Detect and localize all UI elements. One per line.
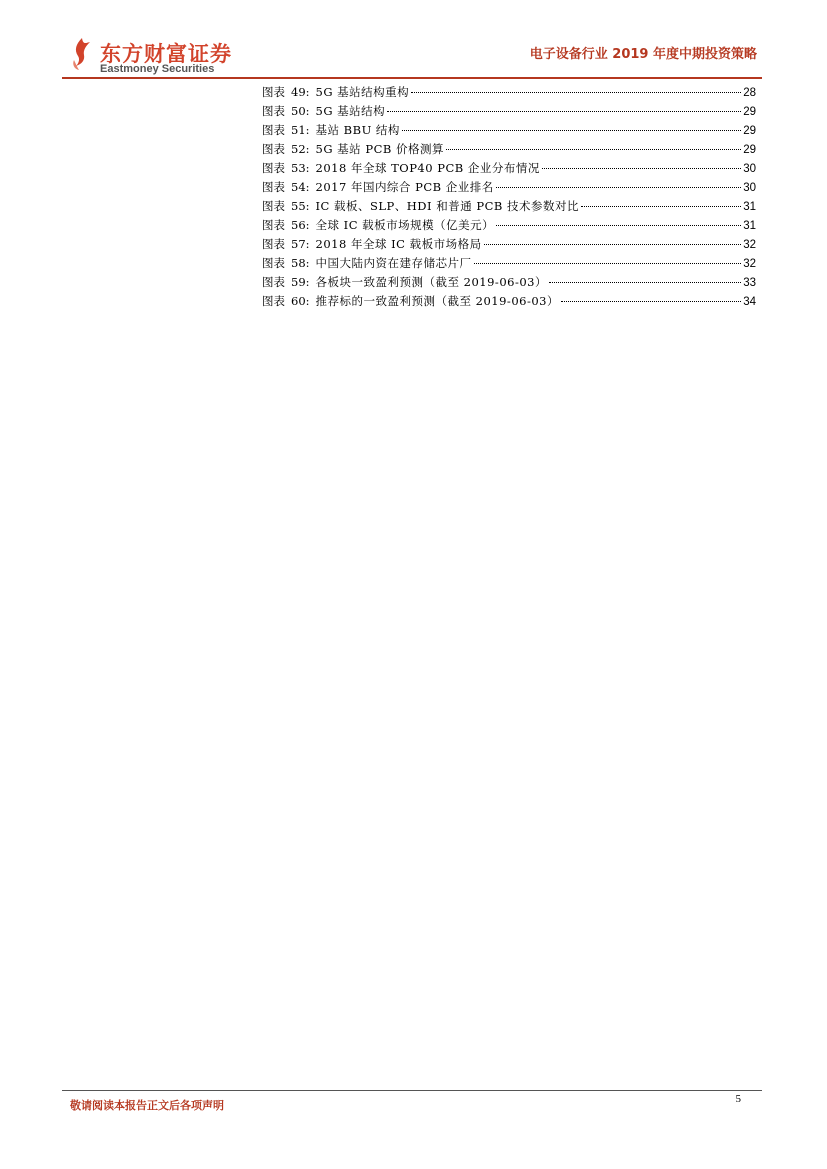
toc-entry-number: 58 <box>291 256 306 270</box>
toc-entry-prefix: 图表 <box>262 256 285 270</box>
toc-entry-leader <box>581 206 741 207</box>
brand-name-cn: 东方财富证券 <box>100 42 232 66</box>
toc-entry-leader <box>561 301 741 302</box>
eastmoney-logo-icon <box>70 36 94 72</box>
toc-entry-prefix: 图表 <box>262 180 285 194</box>
toc-entry-leader <box>411 92 741 93</box>
toc-entry-title: 2018 年全球 IC 载板市场格局 <box>315 237 482 251</box>
header-divider <box>62 77 762 79</box>
toc-entry-prefix: 图表 <box>262 104 285 118</box>
toc-entry-prefix: 图表 <box>262 237 285 251</box>
toc-entry-page: 29 <box>743 144 756 156</box>
report-title: 电子设备行业 2019 年度中期投资策略 <box>529 47 757 62</box>
toc-entry-separator: : <box>305 104 310 118</box>
toc-entry-page: 30 <box>743 163 756 175</box>
footer-disclaimer: 敬请阅读本报告正文后各项声明 <box>70 1099 224 1112</box>
toc-entry-number: 55 <box>291 199 306 213</box>
toc-entry-number: 57 <box>291 237 306 251</box>
toc-entry[interactable] <box>262 141 756 160</box>
toc-entry-prefix: 图表 <box>262 142 285 156</box>
toc-entry-separator: : <box>305 237 310 251</box>
toc-entry-separator: : <box>305 294 310 308</box>
toc-entry[interactable] <box>262 122 756 141</box>
toc-entry-title: 推荐标的一致盈利预测（截至 2019-06-03） <box>315 294 559 308</box>
toc-entry-number: 59 <box>291 275 306 289</box>
toc-entry-number: 49 <box>291 85 306 99</box>
toc-entry[interactable] <box>262 103 756 122</box>
toc-entry-leader <box>549 282 741 283</box>
toc-entry-page: 29 <box>743 125 756 137</box>
toc-entry-leader <box>496 225 741 226</box>
toc-entry-separator: : <box>305 199 310 213</box>
toc-entry-prefix: 图表 <box>262 275 285 289</box>
toc-entry-title: 中国大陆内资在建存储芯片厂 <box>315 256 472 270</box>
toc-entry[interactable] <box>262 217 756 236</box>
toc-entry-separator: : <box>305 275 310 289</box>
toc-entry-prefix: 图表 <box>262 161 285 175</box>
footer-divider <box>62 1090 762 1091</box>
toc-entry[interactable] <box>262 198 756 217</box>
toc-entry-page: 31 <box>743 220 756 232</box>
toc-entry-separator: : <box>305 142 310 156</box>
brand-name-en: Eastmoney Securities <box>100 63 215 75</box>
toc-entry-leader <box>484 244 742 245</box>
toc-entry[interactable] <box>262 255 756 274</box>
toc-entry-separator: : <box>305 256 310 270</box>
page-number: 5 <box>735 1093 741 1105</box>
toc-entry-page: 34 <box>743 296 756 308</box>
toc-entry-number: 53 <box>291 161 306 175</box>
toc-entry-number: 56 <box>291 218 306 232</box>
toc-entry-page: 31 <box>743 201 756 213</box>
toc-entry-title: 2018 年全球 TOP40 PCB 企业分布情况 <box>315 161 540 175</box>
toc-entry-leader <box>542 168 741 169</box>
toc-entry-separator: : <box>305 161 310 175</box>
toc-entry[interactable] <box>262 179 756 198</box>
toc-entry-prefix: 图表 <box>262 123 285 137</box>
toc-entry-title: 5G 基站结构重构 <box>315 85 410 99</box>
toc-entry-leader <box>446 149 741 150</box>
toc-entry-title: 5G 基站 PCB 价格测算 <box>315 142 444 156</box>
toc-entry[interactable] <box>262 236 756 255</box>
toc-entry-title: IC 载板、SLP、HDI 和普通 PCB 技术参数对比 <box>315 199 580 213</box>
toc-entry[interactable] <box>262 293 756 312</box>
toc-entry[interactable] <box>262 84 756 103</box>
figure-index-list <box>262 84 756 312</box>
toc-entry-number: 60 <box>291 294 306 308</box>
toc-entry-page: 32 <box>743 239 756 251</box>
toc-entry-prefix: 图表 <box>262 218 285 232</box>
toc-entry-title: 全球 IC 载板市场规模（亿美元） <box>315 218 495 232</box>
toc-entry-number: 52 <box>291 142 306 156</box>
toc-entry-title: 5G 基站结构 <box>315 104 386 118</box>
toc-entry-page: 29 <box>743 106 756 118</box>
toc-entry-leader <box>387 111 741 112</box>
toc-entry-page: 33 <box>743 277 756 289</box>
toc-entry-number: 54 <box>291 180 306 194</box>
toc-entry-separator: : <box>305 123 310 137</box>
toc-entry-page: 28 <box>743 87 756 99</box>
toc-entry-prefix: 图表 <box>262 294 285 308</box>
toc-entry-leader <box>402 130 741 131</box>
toc-entry-number: 51 <box>291 123 306 137</box>
toc-entry-separator: : <box>305 218 310 232</box>
page-header <box>0 0 827 80</box>
toc-entry-title: 2017 年国内综合 PCB 企业排名 <box>315 180 494 194</box>
toc-entry-number: 50 <box>291 104 306 118</box>
toc-entry-title: 各板块一致盈利预测（截至 2019-06-03） <box>315 275 547 289</box>
toc-entry-page: 30 <box>743 182 756 194</box>
toc-entry[interactable] <box>262 274 756 293</box>
toc-entry-separator: : <box>305 180 310 194</box>
toc-entry-title: 基站 BBU 结构 <box>315 123 400 137</box>
toc-entry[interactable] <box>262 160 756 179</box>
toc-entry-separator: : <box>305 85 310 99</box>
toc-entry-page: 32 <box>743 258 756 270</box>
toc-entry-prefix: 图表 <box>262 85 285 99</box>
toc-entry-leader <box>496 187 741 188</box>
toc-entry-leader <box>474 263 742 264</box>
toc-entry-prefix: 图表 <box>262 199 285 213</box>
